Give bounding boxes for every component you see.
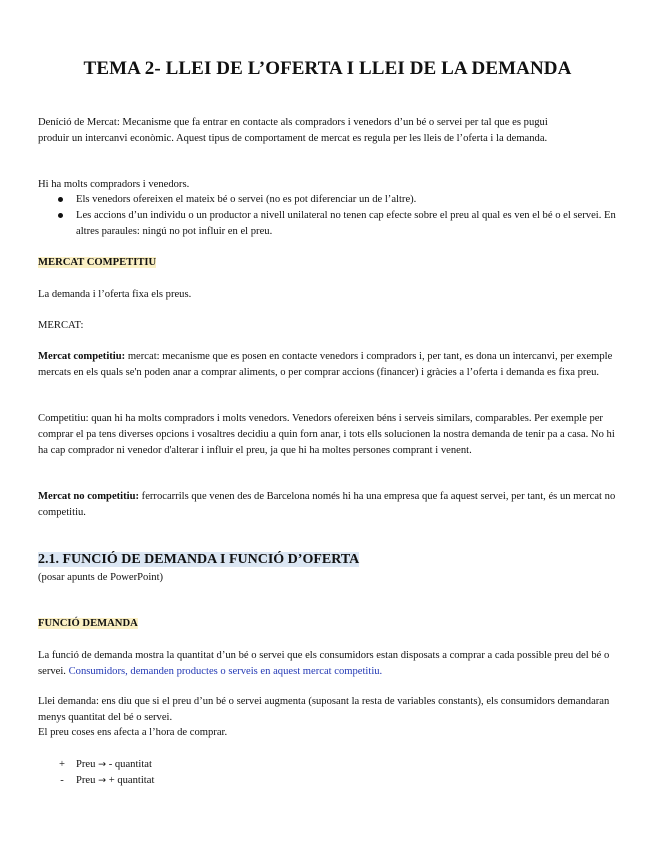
term-definition: mercat: mecanisme que es posen en contacte venedors i compradors i, per tant, es dona un intercanvi, per exemple mercats en els quals se'n poden anar a comprar aliments, o per comprar accions (financer) i gràcies a l’oferta i demanda es fixa preu. [38,351,613,378]
heading-text: MERCAT COMPETITIU [38,257,157,268]
non-competitive-market-paragraph [38,489,620,521]
mercat-label: MERCAT: [38,320,84,331]
arrow-right-icon: → [98,759,107,770]
list-item [38,757,154,773]
demand-fixes-text: La demanda i l’oferta fixa els preus. [38,289,192,300]
list-item-text: Les accions d’un individu o un productor a nivell unilateral no tenen cap efecte sobre el preu al qual es ven el bé o el servei. En altres paraules: ningú no pot influir en el preu. [76,210,616,237]
demand-law-paragraph: Llei demanda: ens diu que si el preu d’un bé o servei augmenta (suposant la resta de variables constants), els consumidors demandaran menys quantitat del bé o servei. [38,696,610,723]
definition-paragraph: Deníció de Mercat: Mecanisme que fa entrar en contacte als compradors i venedors d’un bé o servei per tal que es pugui produir un intercanvi econòmic. Aquest tipus de comportament de mercat es regula per les lleis de l’oferta i la demanda. [38,117,548,144]
list-item [38,208,620,240]
list-item-text: - quantitat [106,759,152,770]
page-title: TEMA 2- LLEI DE L’OFERTA I LLEI DE LA DEMANDA [83,58,572,79]
paragraph-text: La funció de demanda mostra la quantitat d’un bé o servei que els consumidors estan disposats a comprar a cada possible preu del bé o servei. [38,650,610,677]
term-label: Mercat no competitiu: [38,491,140,502]
list-item-text: Els venedors ofereixen el mateix bé o servei (no es pot diferenciar un de l’altre). [76,194,417,205]
list-item-text: + quantitat [106,775,155,786]
demand-function-paragraph [38,648,620,680]
section-heading-mercat-competitiu [38,256,156,270]
list-marker: - [60,775,64,786]
list-item-text: Preu [76,775,99,786]
heading-text: 2.1. FUNCIÓ DE DEMANDA I FUNCIÓ D’OFERTA [38,552,360,567]
section-heading-funcio-demanda [38,617,138,631]
list-item-text: Preu [76,759,99,770]
list-marker: + [59,759,65,770]
price-quantity-list [38,757,154,789]
section-note: (posar apunts de PowerPoint) [38,572,164,583]
term-label: Mercat competitiu: [38,351,126,362]
competitive-market-paragraph [38,349,620,381]
price-affects-text: El preu coses ens afecta a l’hora de comprar. [38,727,228,738]
heading-text: FUNCIÓ DEMANDA [38,618,138,629]
section-heading-2-1 [38,551,359,569]
bullet-list [38,192,620,240]
highlighted-note: Consumidors, demanden productes o serveis en aquest mercat competitiu. [68,666,383,677]
list-item [38,773,154,789]
bullet-icon [58,197,63,202]
arrow-right-icon: → [98,775,107,786]
bullet-icon [58,213,63,218]
many-buyers-text: Hi ha molts compradors i venedors. [38,179,190,190]
term-definition: ferrocarrils que venen des de Barcelona només hi ha una empresa que fa aquest servei, per tant, és un mercat no competitiu. [38,491,616,518]
list-item [38,192,620,208]
competitive-explanation-paragraph: Competitiu: quan hi ha molts compradors i molts venedors. Venedors ofereixen béns i serveis similars, comparables. Per exemple per comprar el pa tens diverses opcions i vosaltres decidiu a quin forn anar, i tots ells solucionen la nostra demanda de tenir pa a casa. No hi ha cap comprador ni venedor d'alterar i influir el preu, ja que hi ha moltes persones comprant i venent. [38,413,615,456]
